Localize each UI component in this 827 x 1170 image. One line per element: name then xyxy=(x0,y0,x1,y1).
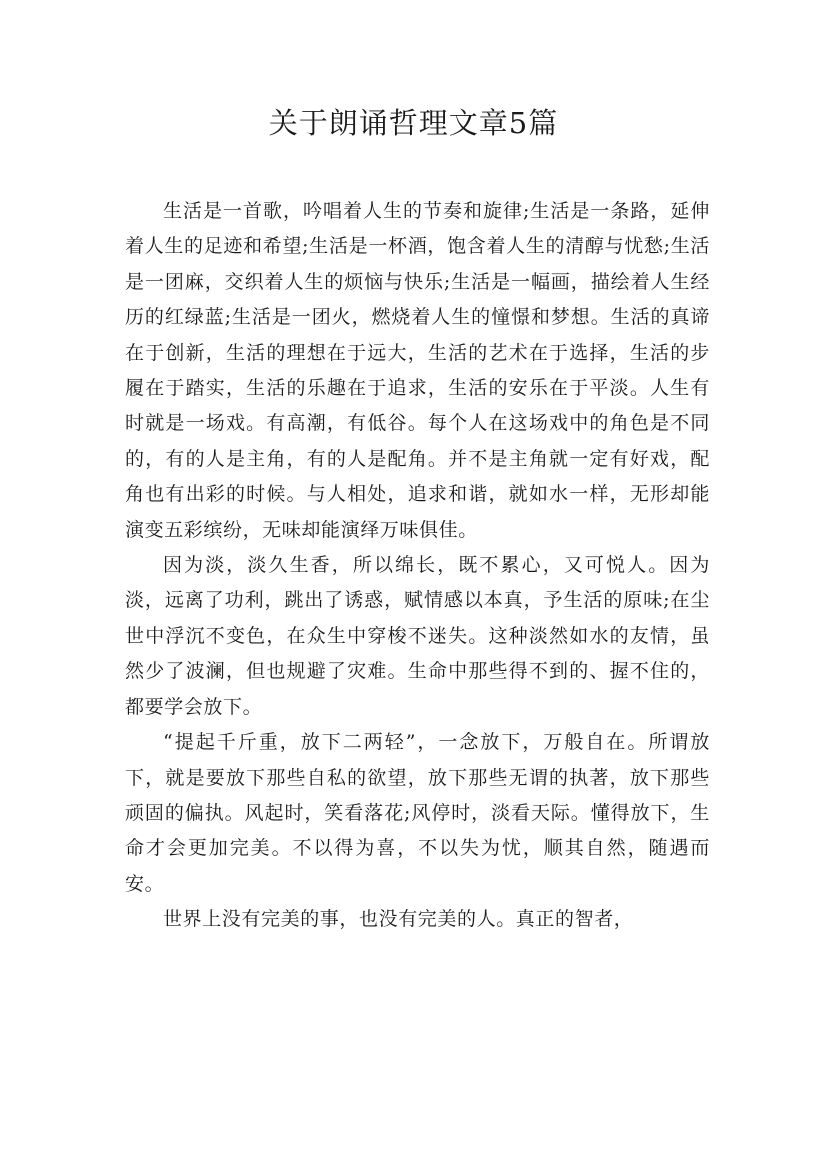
paragraph-3: “提起千斤重，放下二两轻”，一念放下，万般自在。所谓放下，就是要放下那些自私的欲望，放下那些无谓的执著，放下那些顽固的偏执。风起时，笑看落花;风停时，淡看天际。懂得放下，生命才会更加完美。不以得为喜，不以失为忧，顺其自然，随遇而安。 xyxy=(125,731,710,895)
paragraph-4: 世界上没有完美的事，也没有完美的人。真正的智者， xyxy=(163,908,634,931)
document-title: 关于朗诵哲理文章5篇 xyxy=(268,106,559,140)
document-body xyxy=(125,194,710,938)
paragraph-2: 因为淡，淡久生香，所以绵长，既不累心，又可悦人。因为淡，远离了功利，跳出了诱惑，赋情感以本真，予生活的原味;在尘世中浮沉不变色，在众生中穿梭不迷失。这种淡然如水的友情，虽然少了波澜，但也规避了灾难。生命中那些得不到的、握不住的，都要学会放下。 xyxy=(125,554,710,718)
paragraph-1: 生活是一首歌，吟唱着人生的节奏和旋律;生活是一条路，延伸着人生的足迹和希望;生活是一杯酒，饱含着人生的清醇与忧愁;生活是一团麻，交织着人生的烦恼与快乐;生活是一幅画，描绘着人生经历的红绿蓝;生活是一团火，燃烧着人生的憧憬和梦想。生活的真谛在于创新，生活的理想在于远大，生活的艺术在于选择，生活的步履在于踏实，生活的乐趣在于追求，生活的安乐在于平淡。人生有时就是一场戏。有高潮，有低谷。每个人在这场戏中的角色是不同的，有的人是主角，有的人是配角。并不是主角就一定有好戏，配角也有出彩的时候。与人相处，追求和谐，就如水一样，无形却能演变五彩缤纷，无味却能演绎万味俱佳。 xyxy=(125,200,710,541)
